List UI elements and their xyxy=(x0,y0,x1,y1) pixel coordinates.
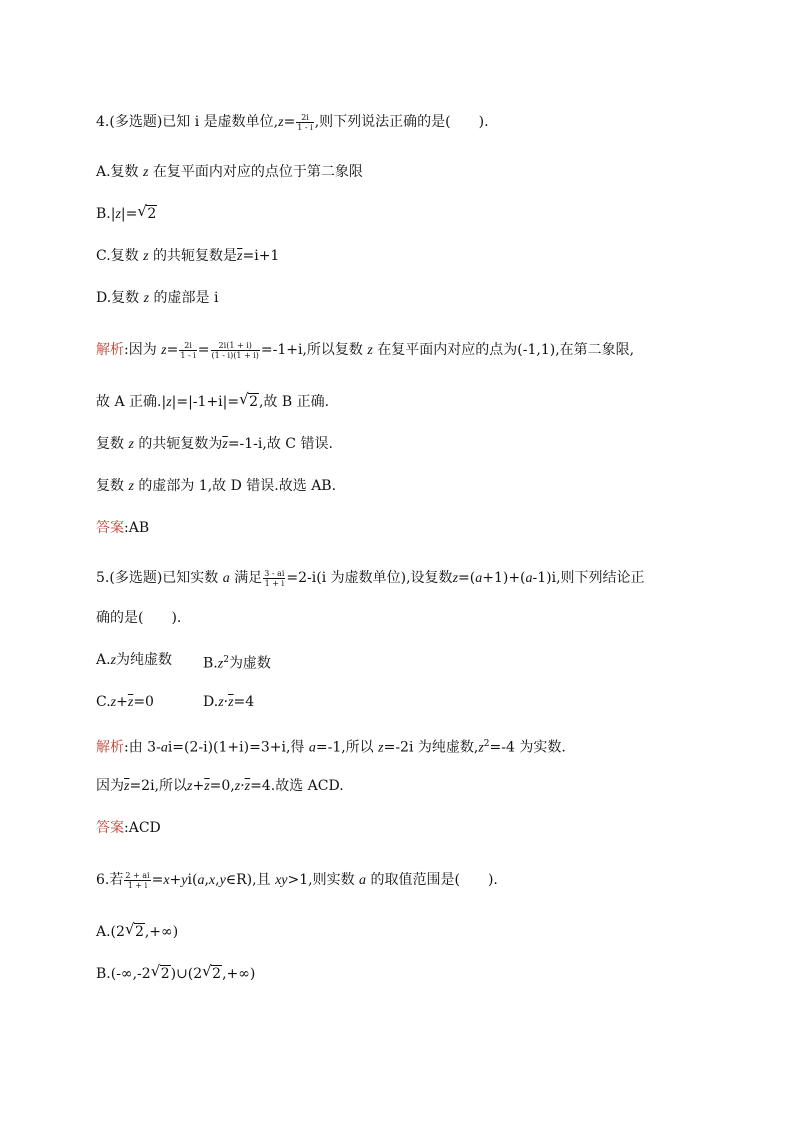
q4-solution-line-1: 解析:因为 z= $\frac{2i}{1 - i}$ = $\frac{2i(1 + i)}{(1 - i)(1 + i)}$ =-1+i,所以复数 z 在复平面内对应的点为(-1,1),在第二象限, xyxy=(96,340,635,360)
q5-fraction: $\frac{3 - ai}{1 + i}$ xyxy=(264,568,285,588)
q5-option-d: $D.z\cdot\overline{z}=4$ xyxy=(203,694,255,710)
q5-option-c: $C.z+\overline{z}=0$ xyxy=(96,694,154,710)
q5-stem-line-2: 确的是( ). xyxy=(96,610,182,626)
q5-solution-line-2: 因为$\overline{z}=2i$,所以$z+\overline{z}=0,z\cdot\overline{z}=4$.故选 ACD. xyxy=(96,778,344,794)
sqrt-symbol: √ 2 xyxy=(239,390,259,410)
answer-label: 答案 xyxy=(96,520,124,536)
q5-options-ab: A.z为纯虚数 xyxy=(96,652,173,668)
q4-answer: 答案:AB xyxy=(96,520,150,536)
q4-solution-line-4: 复数 z 的虚部为 1,故 D 错误.故选 AB. xyxy=(96,478,337,494)
solution-label: 解析 xyxy=(96,342,124,358)
q6-option-a: A.(2 √ 2,+∞) xyxy=(96,920,179,940)
q4-solution-line-3: 复数 z 的共轭复数为$\overline{z}=-1-i$,故 C 错误. xyxy=(96,436,333,452)
q4-stem: 4.(多选题)已知 i 是虚数单位,z= $\frac{2i}{1 - i}$ ,则下列说法正确的是( ). xyxy=(96,112,489,132)
sqrt-symbol: √ 2 xyxy=(137,202,157,222)
q4-option-b: B.|z|= √ 2 xyxy=(96,202,157,222)
answer-label: 答案 xyxy=(96,820,124,836)
q5-answer: 答案:ACD xyxy=(96,820,161,836)
sqrt-symbol: √ 2 xyxy=(124,920,144,940)
q5-solution-line-1: 解析:由 3-ai=(2-i)(1+i)=3+i,得 a=-1,所以 z=-2i 为纯虚数$,z^2=-4$ 为实数. xyxy=(96,739,566,756)
q5-option-b: $B.z^2$为虚数 xyxy=(203,655,271,672)
q6-option-b: B.(-∞,-2 √ 2)∪(2 √ 2,+∞) xyxy=(96,962,256,982)
q5-stem-line-1: 5.(多选题)已知实数 a 满足 $\frac{3 - ai}{1 + i}$ =2-i(i 为虚数单位),设复数z=(a+1)+(a-1)i,则下列结论正 xyxy=(96,568,645,588)
q4-fraction: $\frac{2i}{1 - i}$ xyxy=(297,112,313,132)
q6-stem: 6.若 $\frac{2 + ai}{1 + i}$ =x+yi(a,x,y∈R),且 xy>1,则实数 a 的取值范围是( ). xyxy=(96,870,498,890)
q6-fraction: $\frac{2 + ai}{1 + i}$ xyxy=(125,870,150,890)
q4-option-c: C.复数 z 的共轭复数是$\overline{z}=i+1$ xyxy=(96,248,280,264)
solution-label: 解析 xyxy=(96,739,124,756)
sqrt-symbol: √ 2 xyxy=(150,962,170,982)
q4-option-a: A.复数 z 在复平面内对应的点位于第二象限 xyxy=(96,164,363,180)
q4-option-d: D.复数 z 的虚部是 i xyxy=(96,290,219,306)
q4-solution-line-2: 故 A 正确.|z|=|-1+i|= √ 2,故 B 正确. xyxy=(96,390,330,410)
sqrt-symbol: √ 2 xyxy=(202,962,222,982)
